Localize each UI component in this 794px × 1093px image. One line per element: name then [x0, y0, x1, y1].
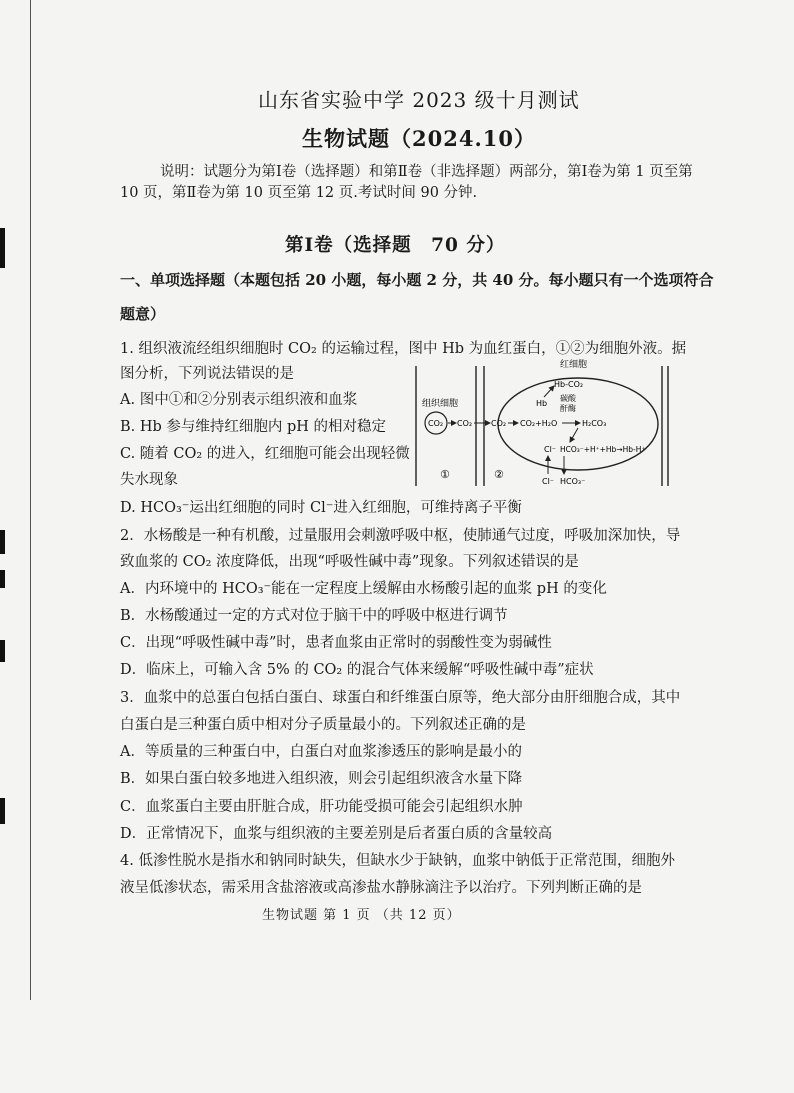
q1-stem-line-1: 1. 组织液流经组织细胞时 CO₂ 的运输过程，图中 Hb 为血红蛋白，①②为细胞外液。据 [120, 341, 687, 357]
q1-option-c: C. 随着 CO₂ 的进入，红细胞可能会出现轻微 [120, 446, 410, 462]
cl-in-label: Cl⁻ [544, 445, 557, 454]
q2-option-c: C．出现“呼吸性碱中毒”时，患者血浆由正常时的弱酸性变为弱碱性 [120, 635, 552, 651]
q3-option-a: A．等质量的三种蛋白中，白蛋白对血浆渗透压的影响是最小的 [120, 744, 522, 760]
q1-option-d: D. HCO₃⁻运出红细胞的同时 Cl⁻进入红细胞，可维持离子平衡 [120, 500, 522, 516]
q1-stem-line-2: 图分析，下列说法错误的是 [120, 366, 294, 382]
co2-circle-label: CO₂ [428, 419, 444, 428]
binding-mark [0, 228, 5, 268]
zone-2-label: ② [494, 468, 504, 481]
binding-mark [0, 570, 5, 588]
h2co3-label: H₂CO₃ [582, 419, 607, 428]
exam-title: 山东省实验中学 2023 级十月测试 [258, 88, 580, 112]
binding-mark [0, 530, 5, 554]
q4-stem-line-2: 液呈低渗状态，需采用含盐溶液或高渗盐水静脉滴注予以治疗。下列判断正确的是 [120, 880, 642, 896]
q3-stem-line-1: 3．血浆中的总蛋白包括白蛋白、球蛋白和纤维蛋白原等，绝大部分由肝细胞合成，其中 [120, 690, 681, 706]
hco3-row-label: HCO₃⁻+H⁺+Hb→Hb-H⁺ [560, 445, 646, 454]
part-heading-line-1: 一、单项选择题（本题包括 20 小题，每小题 2 分，共 40 分。每小题只有一个选项符合 [120, 271, 714, 289]
q2-stem-line-2: 致血浆的 CO₂ 浓度降低，出现“呼吸性碱中毒”现象。下列叙述错误的是 [120, 554, 579, 570]
diagram-arrow [570, 428, 578, 442]
q3-option-b: B．如果白蛋白较多地进入组织液，则会引起组织液含水量下降 [120, 771, 523, 787]
hco3-out-label: HCO₃⁻ [560, 477, 586, 486]
tissue-cell-label: 组织细胞 [422, 399, 459, 409]
diagram-arrow [544, 386, 554, 397]
reaction-label: CO₂+H₂O [520, 419, 558, 428]
enzyme-label-bottom: 酐酶 [560, 404, 576, 413]
q2-stem-line-1: 2．水杨酸是一种有机酸，过量服用会刺激呼吸中枢，使肺通气过度，呼吸加深加快，导 [120, 528, 681, 544]
q2-option-d: D．临床上，可输入含 5% 的 CO₂ 的混合气体来缓解“呼吸性碱中毒”症状 [120, 662, 594, 678]
instructions-line-1: 说明：试题分为第Ⅰ卷（选择题）和第Ⅱ卷（非选择题）两部分，第Ⅰ卷为第 1 页至第 [160, 164, 693, 180]
q1-option-c-cont: 失水现象 [120, 472, 178, 488]
binding-margin-line [30, 0, 31, 1000]
co2-transport-diagram [412, 356, 674, 490]
q4-stem-line-1: 4. 低渗性脱水是指水和钠同时缺失，但缺水少于缺钠，血浆中钠低于正常范围，细胞外 [120, 853, 675, 869]
section-title: 第Ⅰ卷（选择题 70 分） [285, 235, 506, 256]
binding-mark [0, 798, 5, 824]
q3-stem-line-2: 白蛋白是三种蛋白质中相对分子质量最小的。下列叙述正确的是 [120, 717, 526, 733]
q1-option-a: A. 图中①和②分别表示组织液和血浆 [120, 392, 358, 408]
instructions-line-2: 10 页，第Ⅱ卷为第 10 页至第 12 页.考试时间 90 分钟. [120, 185, 478, 201]
binding-mark [0, 640, 5, 662]
red-cell-label: 红细胞 [560, 360, 588, 370]
q3-option-d: D．正常情况下，血浆与组织液的主要差别是后者蛋白质的含量较高 [120, 826, 553, 842]
q2-option-a: A．内环境中的 HCO₃⁻能在一定程度上缓解由水杨酸引起的血浆 pH 的变化 [120, 581, 607, 597]
arrow-co2-label-a: CO₂ [457, 419, 473, 428]
page-footer: 生物试题 第 1 页 （共 12 页） [262, 908, 461, 923]
enzyme-label-top: 碳酸 [560, 394, 576, 403]
zone-1-label: ① [440, 468, 450, 481]
q2-option-b: B．水杨酸通过一定的方式对位于脑干中的呼吸中枢进行调节 [120, 608, 508, 624]
cl-out-label: Cl⁻ [542, 477, 555, 486]
q1-option-b: B. Hb 参与维持红细胞内 pH 的相对稳定 [120, 419, 387, 435]
hb-label: Hb [536, 399, 548, 408]
q3-option-c: C．血浆蛋白主要由肝脏合成，肝功能受损可能会引起组织水肿 [120, 799, 523, 815]
exam-subtitle: 生物试题（2024.10） [302, 126, 536, 151]
hb-co2-label: Hb-CO₂ [554, 380, 584, 389]
part-heading-line-2: 题意） [120, 305, 166, 323]
arrow-co2-label-b: CO₂ [491, 419, 507, 428]
